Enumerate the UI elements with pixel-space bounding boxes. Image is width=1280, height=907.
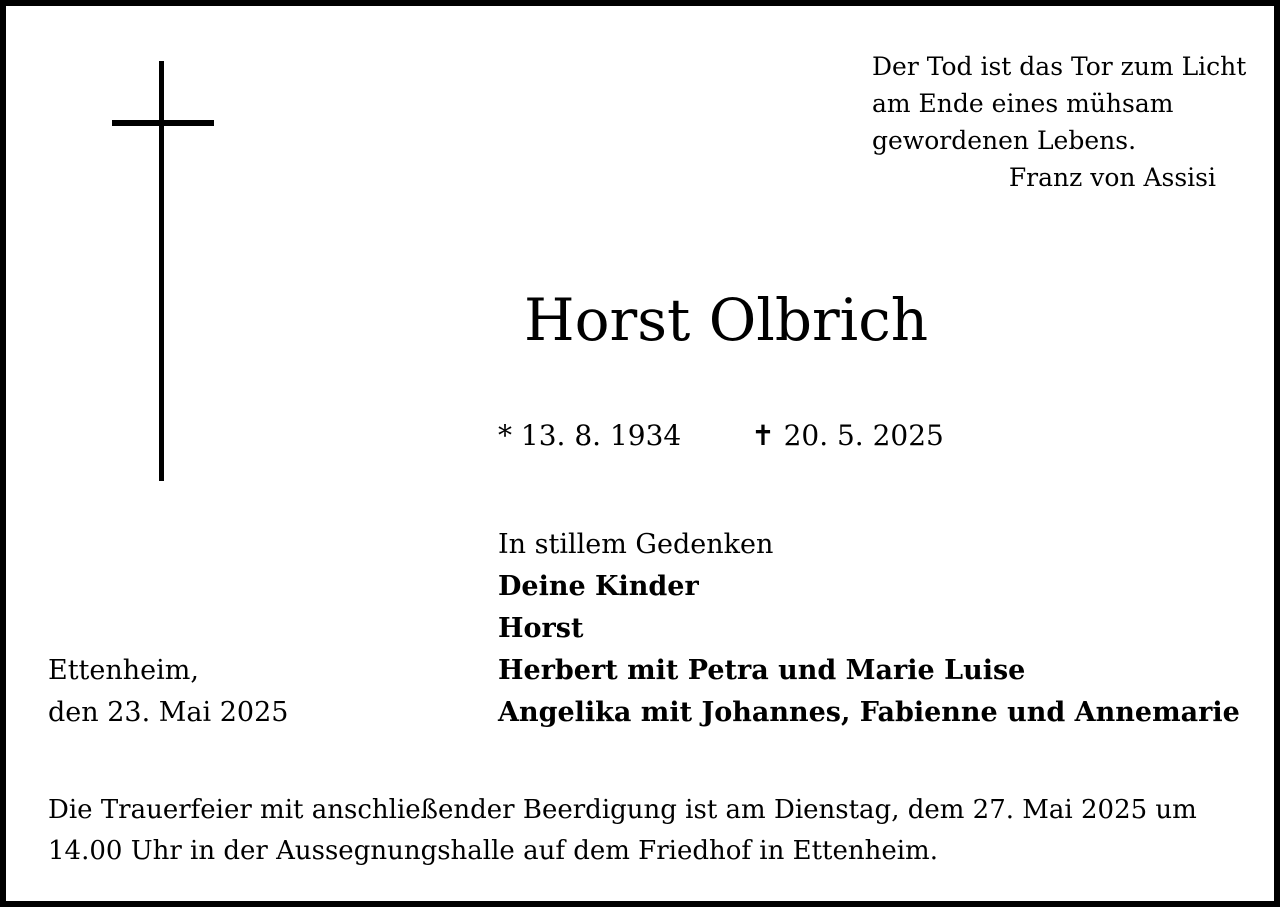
mourner-line: Angelika mit Johannes, Fabienne und Annemarie xyxy=(498,697,1240,728)
ceremony-info xyxy=(48,790,1197,872)
quote-line: Der Tod ist das Tor zum Licht xyxy=(872,52,1247,81)
quote-line: am Ende eines mühsam xyxy=(872,89,1174,118)
memorial-quote xyxy=(872,48,1252,196)
quote-author: Franz von Assisi xyxy=(1008,163,1216,192)
birth-date: * 13. 8. 1934 xyxy=(498,419,682,452)
notice-date: den 23. Mai 2025 xyxy=(48,697,289,728)
ceremony-line: 14.00 Uhr in der Aussegnungshalle auf dem Friedhof in Ettenheim. xyxy=(48,836,938,866)
place-and-date xyxy=(48,650,288,734)
deceased-name: Horst Olbrich xyxy=(524,286,929,354)
cross-icon-bar xyxy=(112,120,214,126)
quote-line: gewordenen Lebens. xyxy=(872,126,1137,155)
place-city: Ettenheim, xyxy=(48,655,199,686)
mourner-line: Deine Kinder xyxy=(498,571,699,602)
ceremony-line: Die Trauerfeier mit anschließender Beerdigung ist am Dienstag, dem 27. Mai 2025 um xyxy=(48,795,1197,825)
mourner-line: Herbert mit Petra und Marie Luise xyxy=(498,655,1026,686)
death-date: ✝ 20. 5. 2025 xyxy=(751,419,944,452)
mourners-block xyxy=(498,524,1240,734)
life-dates xyxy=(498,416,944,456)
mourner-line: Horst xyxy=(498,613,584,644)
mourners-intro: In stillem Gedenken xyxy=(498,529,774,560)
